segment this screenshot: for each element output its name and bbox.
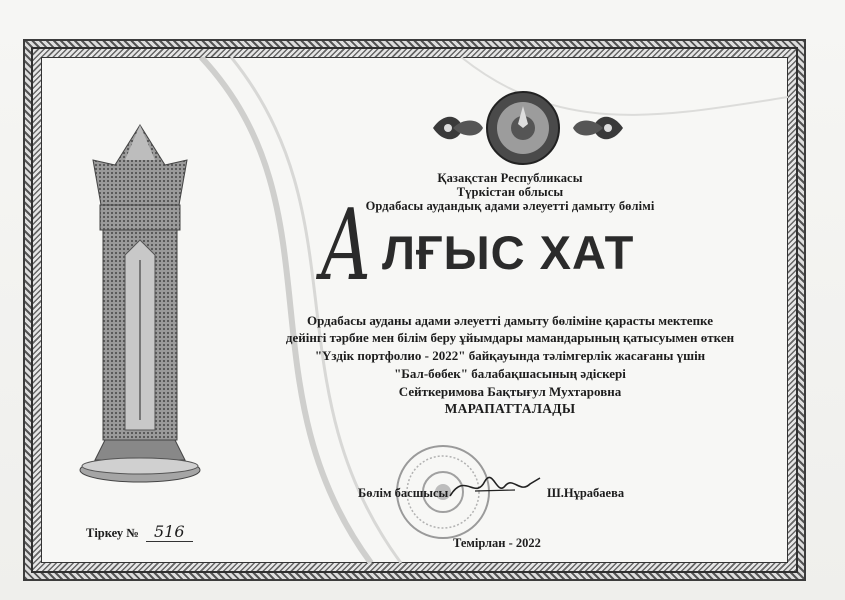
award-text: МАРАПАТТАЛАДЫ (444, 401, 576, 416)
place-and-year: Темірлан - 2022 (453, 536, 541, 550)
body-line-3: "Үздік портфолио - 2022" байқауында тәлімгерлік жасағаны үшін (314, 348, 706, 363)
registration-value: 516 (146, 522, 193, 542)
body-line-4: "Бал-бөбек" балабақшасының әдіскері (394, 366, 626, 381)
coat-of-arms-icon (487, 92, 559, 164)
registration-label: Тіркеу № (86, 526, 139, 540)
state-emblem (428, 88, 628, 168)
registration-number (86, 522, 193, 542)
title-rest: ЛҒЫС ХАТ (382, 226, 635, 279)
monument-tower-illustration (75, 120, 205, 500)
title-initial: А (320, 189, 372, 303)
body-line-1: Ордабасы ауданы адами әлеуетті дамыту бөліміне қарасты мектепке (307, 313, 713, 328)
header-region: Түркістан облысы (456, 185, 564, 199)
ornament-right-icon (573, 117, 623, 140)
signatory-title: Бөлім басшысы (358, 486, 449, 500)
header-country: Қазақстан Республикасы (437, 171, 583, 185)
header-department: Ордабасы аудандық адами әлеуетті дамыту бөлімі (365, 199, 655, 213)
recipient-name: Сейткеримова Бақтығул Мухтаровна (398, 384, 622, 399)
ornament-left-icon (433, 117, 483, 140)
signatory-name: Ш.Нұрабаева (547, 486, 625, 500)
handwritten-signature (445, 466, 545, 506)
body-line-2: дейінгі тәрбие мен білім беру ұйымдары мамандарының қатысуымен өткен (285, 330, 735, 345)
